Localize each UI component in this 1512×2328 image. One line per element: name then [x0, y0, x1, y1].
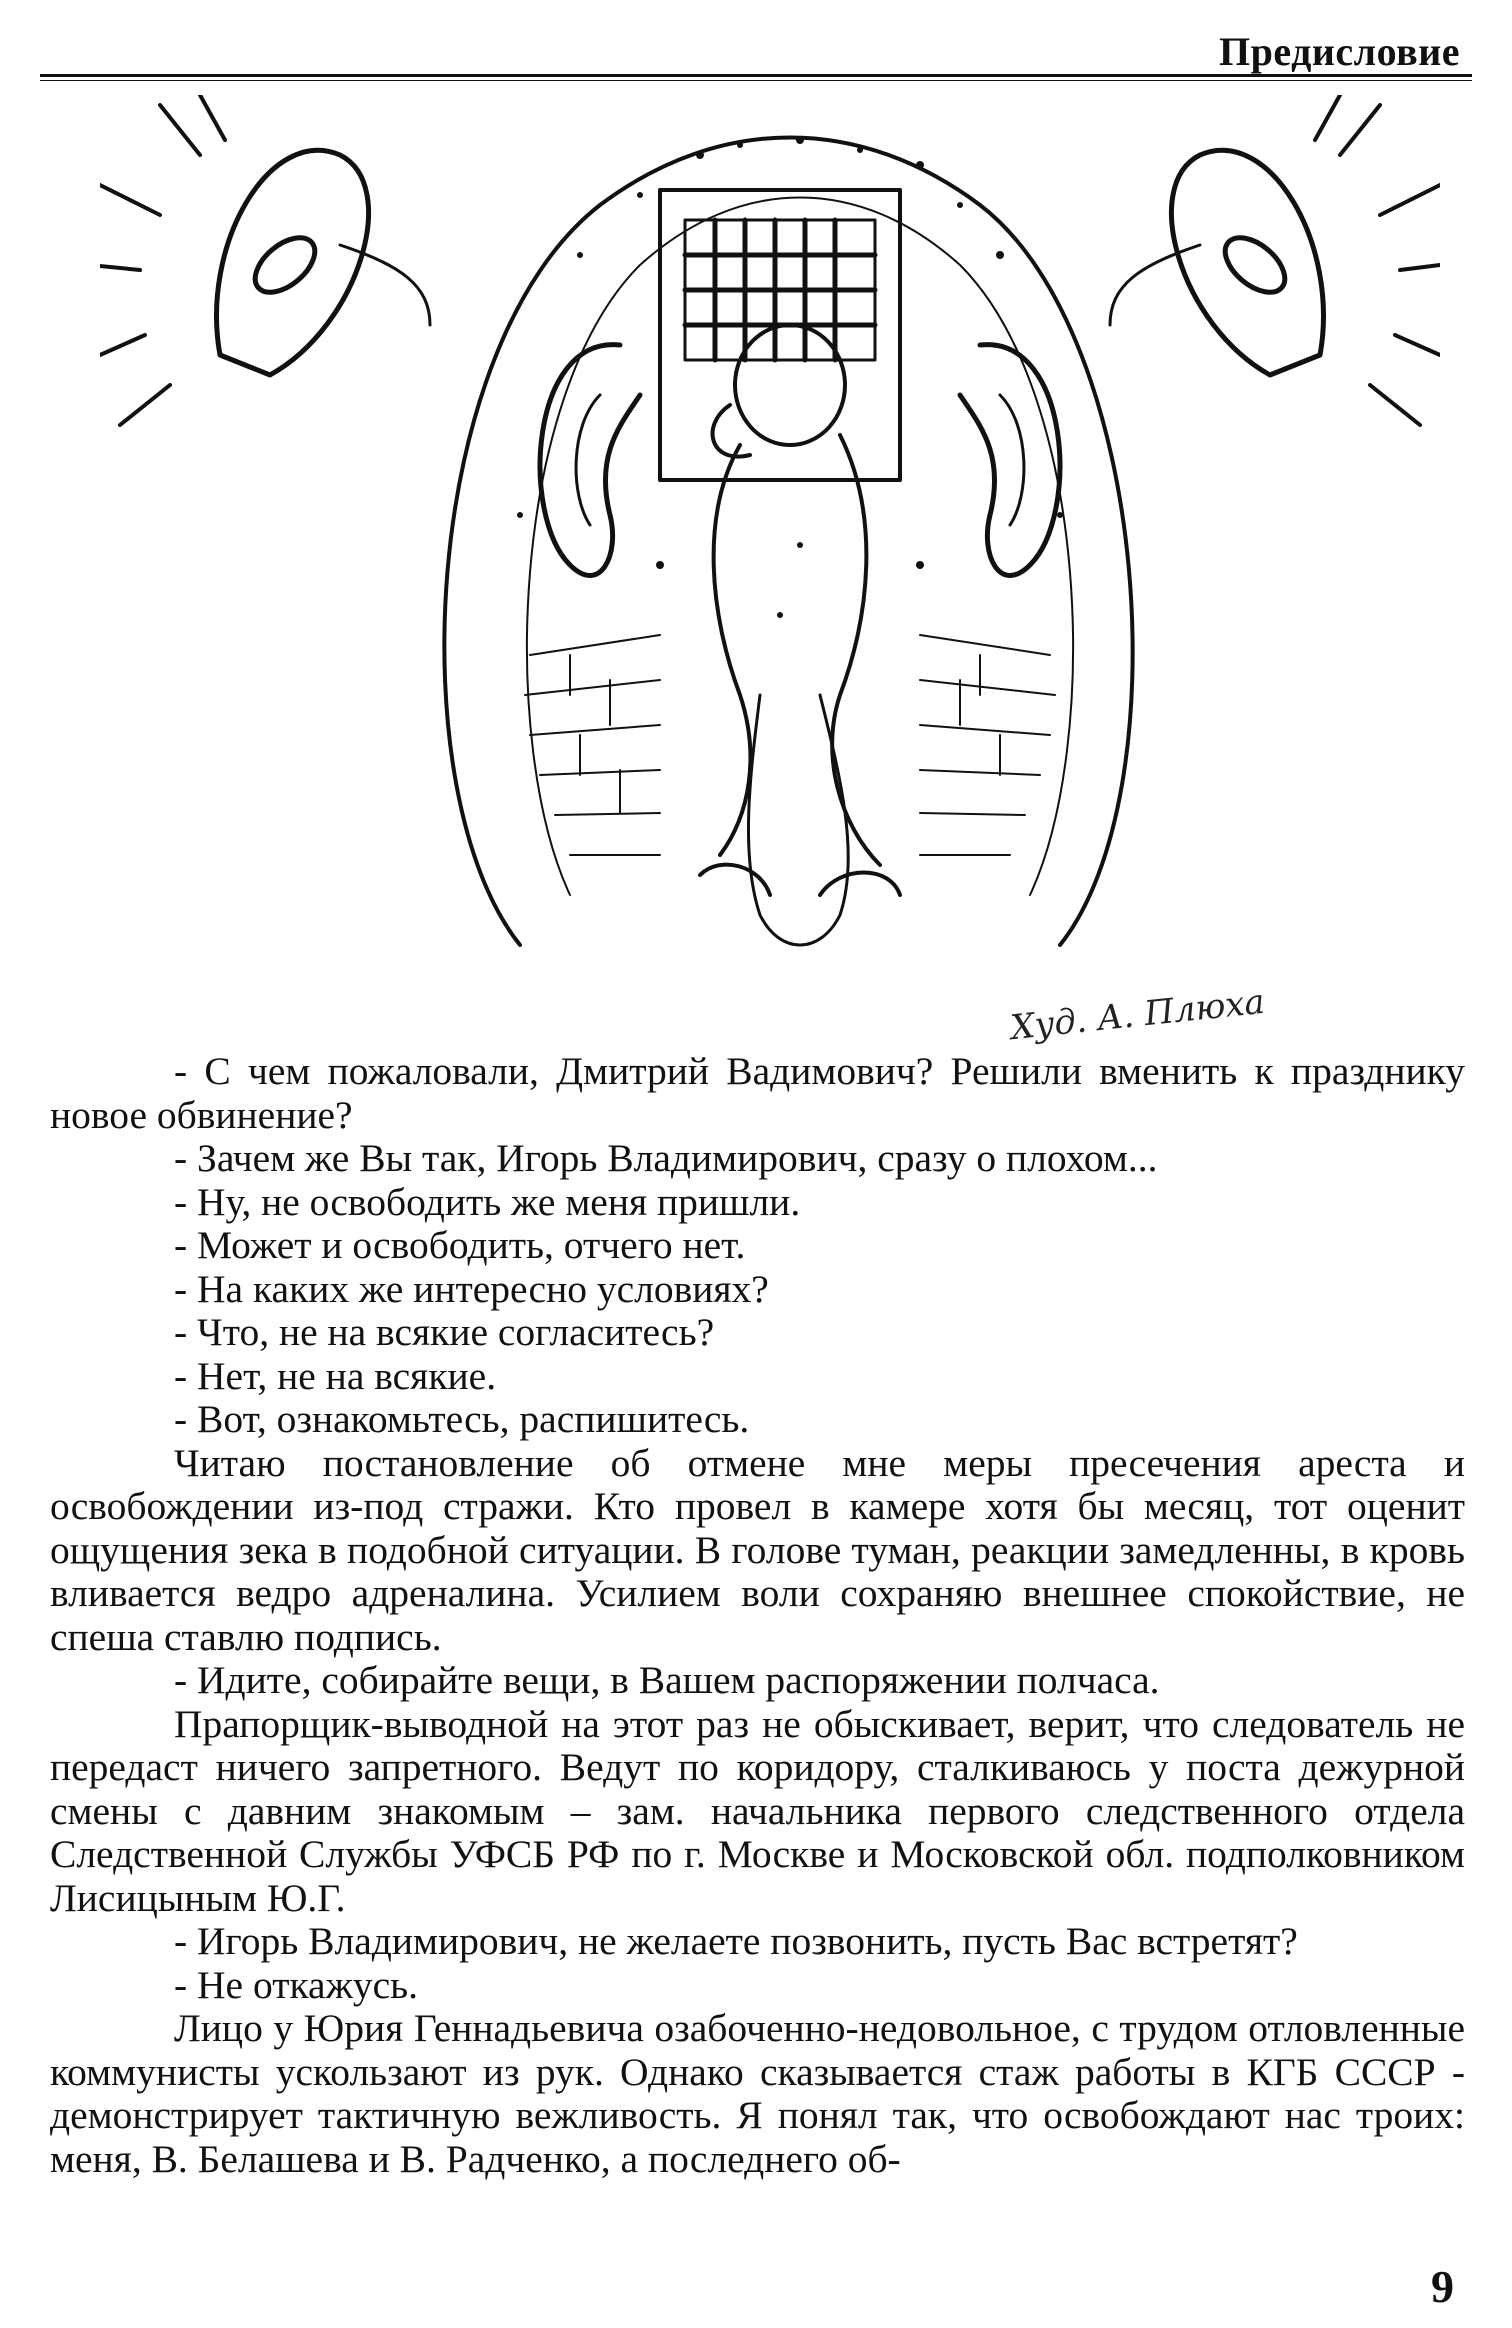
paragraph: Лицо у Юрия Геннадьевича озабоченно-недовольное, с трудом отловленные коммунисты ускользают из рук. Однако сказывается стаж работы в КГБ СССР - демонстрирует тактичную вежливость. Я понял так, что освобождают нас троих: меня, В. Белашева и В. Радченко, а последнего об-	[50, 2006, 1465, 2181]
dialogue-line: - Может и освободить, отчего нет.	[174, 1223, 746, 1267]
dialogue-line: - Идите, собирайте вещи, в Вашем распоряжении полчаса.	[174, 1658, 1160, 1702]
dialogue-line: - С чем пожаловали, Дмитрий Вадимович? Решили вменить к празднику новое обвинение?	[50, 1049, 1465, 1137]
dialogue-line: - Зачем же Вы так, Игорь Владимирович, сразу о плохом...	[174, 1136, 1158, 1180]
paragraph: Прапорщик-выводной на этот раз не обыскивает, верит, что следователь не передаст ничего запретного. Ведут по коридору, сталкиваюсь у поста дежурной смены с давним знакомым – зам. начальника первого следственного отдела Следственной Службы УФСБ РФ по г. Москве и Московской обл. подполковником Лисицыным Ю.Г.	[50, 1701, 1465, 1920]
dialogue-line: - Игорь Владимирович, не желаете позвонить, пусть Вас встретят?	[174, 1919, 1298, 1963]
dialogue-line: - Ну, не освободить же меня пришли.	[174, 1179, 801, 1224]
header-rule	[40, 74, 1472, 81]
running-head: Предисловие	[1219, 29, 1460, 74]
dialogue-line: - На каких же интересно условиях?	[174, 1266, 769, 1311]
prison-cell-illustration-icon	[100, 95, 1440, 985]
dialogue-line: - Не откажусь.	[174, 1962, 419, 2007]
paragraph: Читаю постановление об отмене мне меры пресечения ареста и освобождении из-под стражи. Кто провел в камере хотя бы месяц, тот оценит ощущения зека в подобной ситуации. В голове туман, реакции замедленны, в кровь вливается ведро адреналина. Усилием воли сохраняю внешнее спокойствие, не спеша ставлю подпись.	[50, 1440, 1465, 1659]
page-number: 9	[1431, 2261, 1454, 2312]
dialogue-line: - Нет, не на всякие.	[174, 1353, 497, 1398]
body-text	[50, 1050, 1465, 2181]
dialogue-line: - Что, не на всякие согласитесь?	[174, 1310, 715, 1354]
page-header	[40, 22, 1472, 80]
dialogue-line: - Вот, ознакомьтесь, распишитесь.	[174, 1397, 750, 1441]
illustrator-signature: Худ. А. Плюха	[1008, 981, 1267, 1049]
